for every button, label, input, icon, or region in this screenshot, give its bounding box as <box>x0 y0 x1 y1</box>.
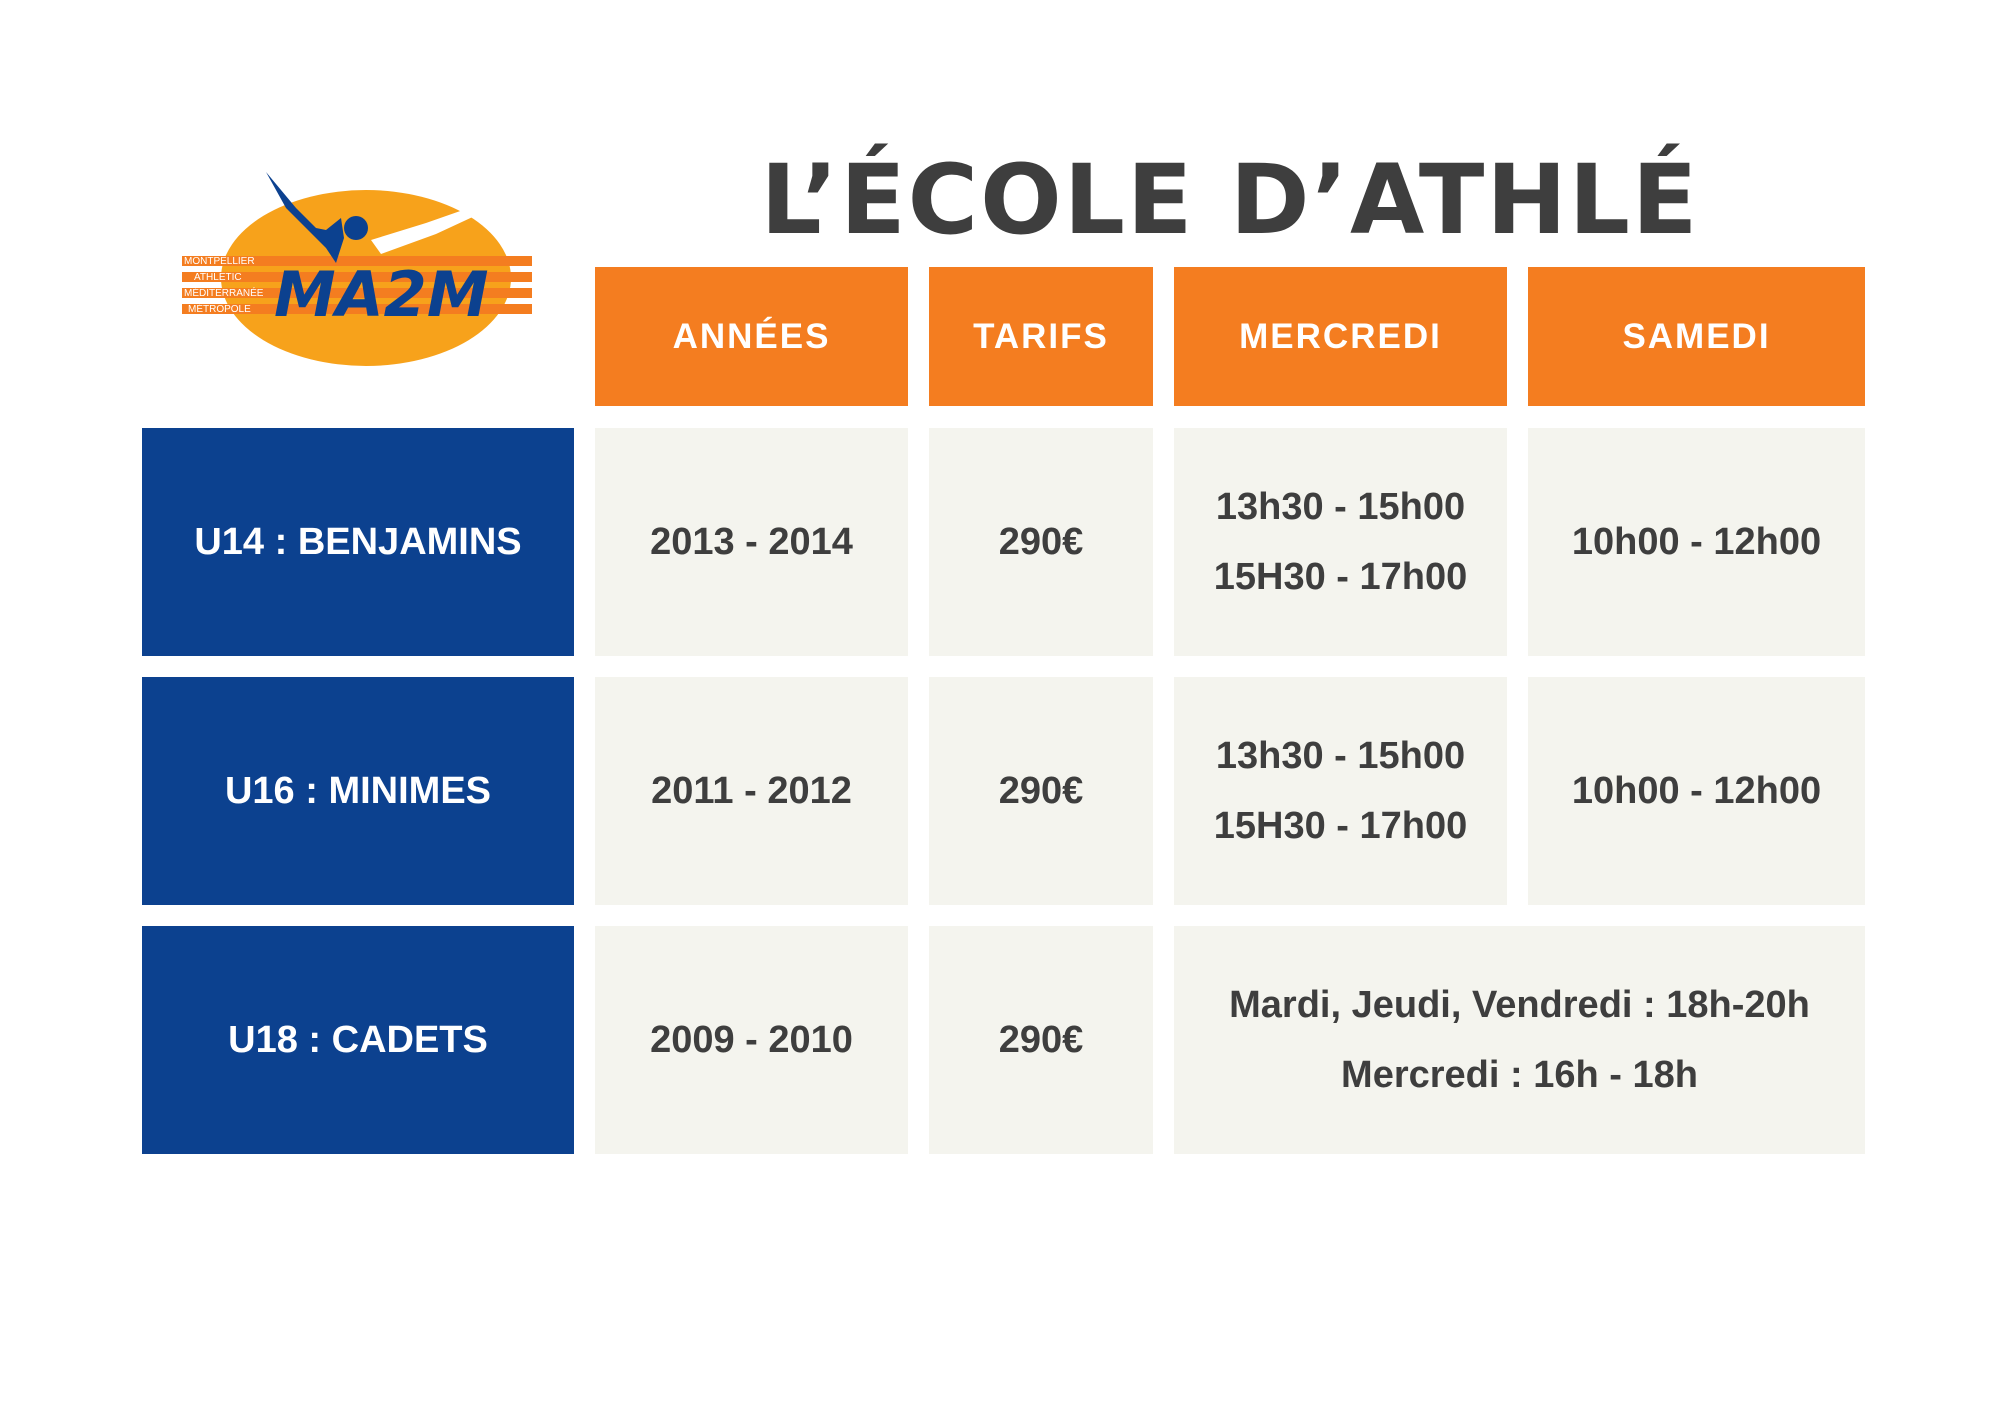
header-mercredi: MERCREDI <box>1174 267 1507 406</box>
header-tarifs: TARIFS <box>929 267 1153 406</box>
logo-line: ATHLETIC <box>194 272 242 283</box>
mercredi-slot: 15H30 - 17h00 <box>1213 805 1468 847</box>
schedule-u18 <box>1174 926 1865 1154</box>
mercredi-slot: 13h30 - 15h00 <box>1215 486 1466 528</box>
mercredi-u16 <box>1174 677 1507 905</box>
schedule-line: Mercredi : 16h - 18h <box>1341 1054 1698 1096</box>
club-logo <box>176 168 536 378</box>
logo-line: MÉTROPOLE <box>188 304 251 315</box>
category-u14: U14 : BENJAMINS <box>142 428 574 656</box>
logo-line: MÉDITERRANÉE <box>184 288 264 299</box>
page-title: L’ÉCOLE D’ATHLÉ <box>760 144 1700 256</box>
tarif-u14: 290€ <box>929 428 1153 656</box>
annees-u18: 2009 - 2010 <box>595 926 908 1154</box>
mercredi-slot: 13h30 - 15h00 <box>1215 735 1466 777</box>
tarif-u18: 290€ <box>929 926 1153 1154</box>
tarif-u16: 290€ <box>929 677 1153 905</box>
annees-u16: 2011 - 2012 <box>595 677 908 905</box>
header-samedi: SAMEDI <box>1528 267 1865 406</box>
annees-u14: 2013 - 2014 <box>595 428 908 656</box>
athlete-head <box>344 216 368 240</box>
mercredi-u14 <box>1174 428 1507 656</box>
logo-line: MONTPELLIER <box>184 256 255 267</box>
category-u18: U18 : CADETS <box>142 926 574 1154</box>
schedule-line: Mardi, Jeudi, Vendredi : 18h-20h <box>1229 984 1810 1026</box>
mercredi-slot: 15H30 - 17h00 <box>1213 556 1468 598</box>
samedi-u14: 10h00 - 12h00 <box>1528 428 1865 656</box>
ma2m-logo-graphic <box>176 168 536 378</box>
header-annees: ANNÉES <box>595 267 908 406</box>
category-u16: U16 : MINIMES <box>142 677 574 905</box>
samedi-u16: 10h00 - 12h00 <box>1528 677 1865 905</box>
logo-monogram: MA2M <box>274 258 489 331</box>
